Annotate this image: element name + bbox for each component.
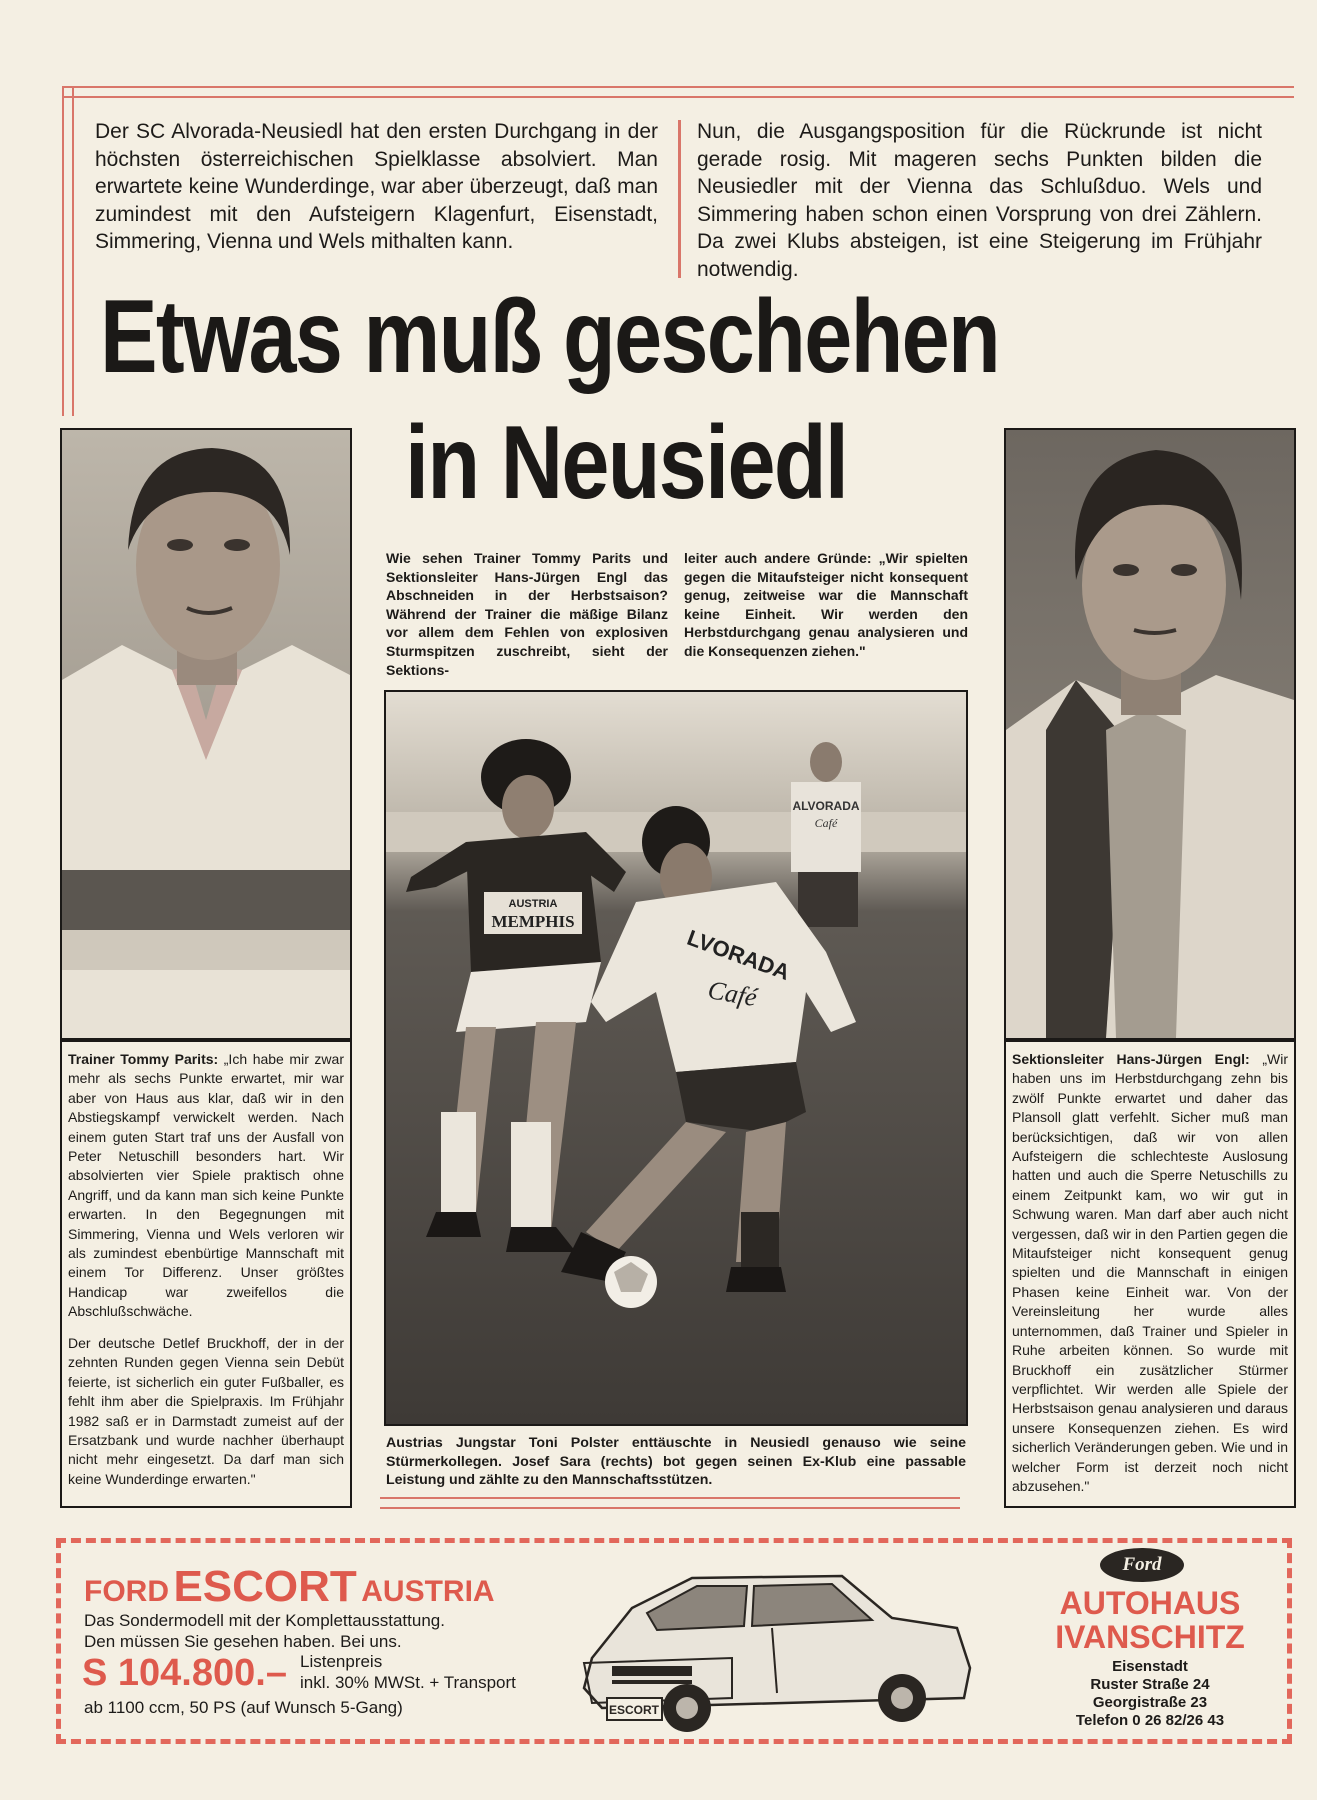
ad-title	[84, 1562, 495, 1612]
photo-caption: Austrias Jungstar Toni Polster enttäuschte in Neusiedl genauso wie seine Stürmerkollegen. Josef Sara (rechts) bot gegen seinen Ex-Klub eine passable Leistung und zählte zu den Mannschaftsstützen.	[386, 1435, 966, 1489]
trainer-name: Trainer Tommy Parits:	[68, 1051, 219, 1067]
red-frame-bottom	[380, 1497, 960, 1509]
dealer-phone: Telefon 0 26 82/26 43	[1075, 1712, 1225, 1729]
trainer-portrait-image	[62, 430, 350, 1038]
bg-jersey-text-1: ALVORADA	[792, 799, 860, 813]
bg-jersey-text-2: Café	[814, 816, 838, 830]
match-image	[386, 692, 966, 1424]
ad-edition: AUSTRIA	[361, 1575, 495, 1608]
ford-logo: Ford	[1100, 1548, 1184, 1582]
lead-right: leiter auch andere Gründe: „Wir spielten gegen die Mitaufsteiger nicht konsequent genug, zeitweise war die Mannschaft keine Einheit. Wir werden den Herbstdurchgang genau analysieren und die Konsequenzen ziehen."	[684, 550, 968, 659]
engl-quote	[1012, 1050, 1288, 1496]
intro-divider	[678, 120, 681, 278]
intro-left: Der SC Alvorada-Neusiedl hat den ersten Durchgang in der höchsten österreichischen Spielklasse absolviert. Man erwartete keine Wunderdinge, war aber überzeugt, daß man zumindest mit den Aufsteigern Klagenfurt, Eisenstadt, Simmering, Vienna und Wels mithalten kann.	[95, 120, 658, 253]
trainer-photo	[60, 428, 352, 1040]
ad-specs: ab 1100 ccm, 50 PS (auf Wunsch 5-Gang)	[84, 1698, 403, 1717]
lead-left: Wie sehen Trainer Tommy Parits und Sektionsleiter Hans-Jürgen Engl das Abschneiden in der Herbstsaison? Während der Trainer die mäßige Bilanz vor allem dem Fehlen von explosiven Sturmspitzen zuschreibt, sieht der Sektions-	[386, 550, 668, 678]
engl-quote-text: „Wir haben uns im Herbstdurchgang zehn bis zwölf Punkte erwartet und daher das Plansoll glatt verfehlt. Sicher muß man berücksichtigen, daß wir von allen Aufsteigern die schlechteste Auslosung hatten und auch die Sperre Netuschills zu einem Zeitpunkt kam, wo wir gut in Schwung waren. Man darf aber auch nicht vergessen, daß wir in den Partien gegen die Mitaufsteiger nicht konsequent genug spielten und die Mannschaft in einigen Phasen keine Einheit war. Von der Vereinsleitung her wurde alles unternommen, daß Trainer und Spieler in Ruhe arbeiten können. So wurde mit Bruckhoff ein zusätzlicher Stürmer verpflichtet. Wir werden alle Spiele der Herbstsaison genau analysieren und daraus unsere Konsequenzen ziehen. Es wird sicherlich Veränderungen geben. Wie und in welcher Form ist derzeit noch nicht abzusehen."	[1012, 1051, 1288, 1494]
right-jersey-text-2: Café	[705, 975, 760, 1013]
dealer-street1: Ruster Straße 24	[1090, 1676, 1210, 1693]
trainer-quote-text: „Ich habe mir zwar mehr als sechs Punkte erwartet, mir war aber von Haus aus klar, daß wir in den Abstiegskampf verwickelt werden. Nach einem guten Start traf uns der Ausfall von Peter Netuschill besonders hart. Wir absolvierten vier Spiele praktisch ohne Angriff, und da kann man sich keine Punkte erwarten. In den Begegnungen mit Simmering, Vienna und Wels verloren wir als zumindest ebenbürtige Mannschaft mit einem Tor Differenz. Unser größtes Handicap war zweifellos die Abschlußschwäche.	[68, 1051, 344, 1320]
left-jersey-text-2: MEMPHIS	[491, 912, 575, 931]
ad-brand: FORD	[84, 1575, 169, 1608]
headline-line2: in Neusiedl	[405, 405, 848, 521]
ad-price-note2: inkl. 30% MWSt. + Transport	[300, 1673, 516, 1692]
headline-line1: Etwas muß geschehen	[100, 279, 1000, 395]
trainer-quote-box	[60, 1040, 352, 1508]
trainer-quote-2: Der deutsche Detlef Bruckhoff, der in der zehnten Runden gegen Vienna sein Debüt feierte, ist sicherlich ein guter Fußballer, es fehlt ihm aber die Spielpraxis. Im Frühjahr 1982 saß er in Darmstadt zumeist auf der Ersatzbank und wurde nachher überhaupt nicht mehr eingesetzt. Da darf man sich keine Wunderdinge erwarten."	[68, 1335, 344, 1487]
engl-portrait-image	[1006, 430, 1294, 1038]
red-frame-top	[62, 86, 1294, 98]
match-photo	[384, 690, 968, 1426]
ad-line2: Den müssen Sie gesehen haben. Bei uns.	[84, 1632, 402, 1651]
engl-name: Sektionsleiter Hans-Jürgen Engl:	[1012, 1051, 1250, 1067]
ad-line1: Das Sondermodell mit der Komplettausstattung.	[84, 1611, 445, 1630]
intro-right: Nun, die Ausgangsposition für die Rückrunde ist nicht gerade rosig. Mit mageren sechs Punkten bilden die Neusiedler mit der Vienna das Schlußduo. Wels und Simmering haben schon einen Vorsprung von drei Zählern. Da zwei Klubs absteigen, ist eine Steigerung im Frühjahr notwendig.	[697, 120, 1262, 281]
dealer-street2: Georgistraße 23	[1092, 1694, 1208, 1711]
left-jersey-text-1: AUSTRIA	[508, 898, 558, 910]
ad-model: ESCORT	[173, 1562, 357, 1611]
engl-photo	[1004, 428, 1296, 1040]
engl-quote-box	[1004, 1040, 1296, 1508]
ad-price-note1: Listenpreis	[300, 1652, 383, 1671]
car-plate: ESCORT	[608, 1703, 660, 1717]
dealer-name-1: AUTOHAUS	[1059, 1585, 1241, 1621]
dealer-name-2: IVANSCHITZ	[1055, 1619, 1245, 1655]
trainer-quote	[68, 1050, 344, 1322]
red-frame-left	[62, 86, 74, 416]
ad-price: S 104.800.–	[82, 1652, 287, 1694]
right-jersey-text-1: LVORADA	[683, 924, 794, 986]
car-illustration	[572, 1548, 982, 1740]
dealer-city: Eisenstadt	[1112, 1658, 1188, 1675]
